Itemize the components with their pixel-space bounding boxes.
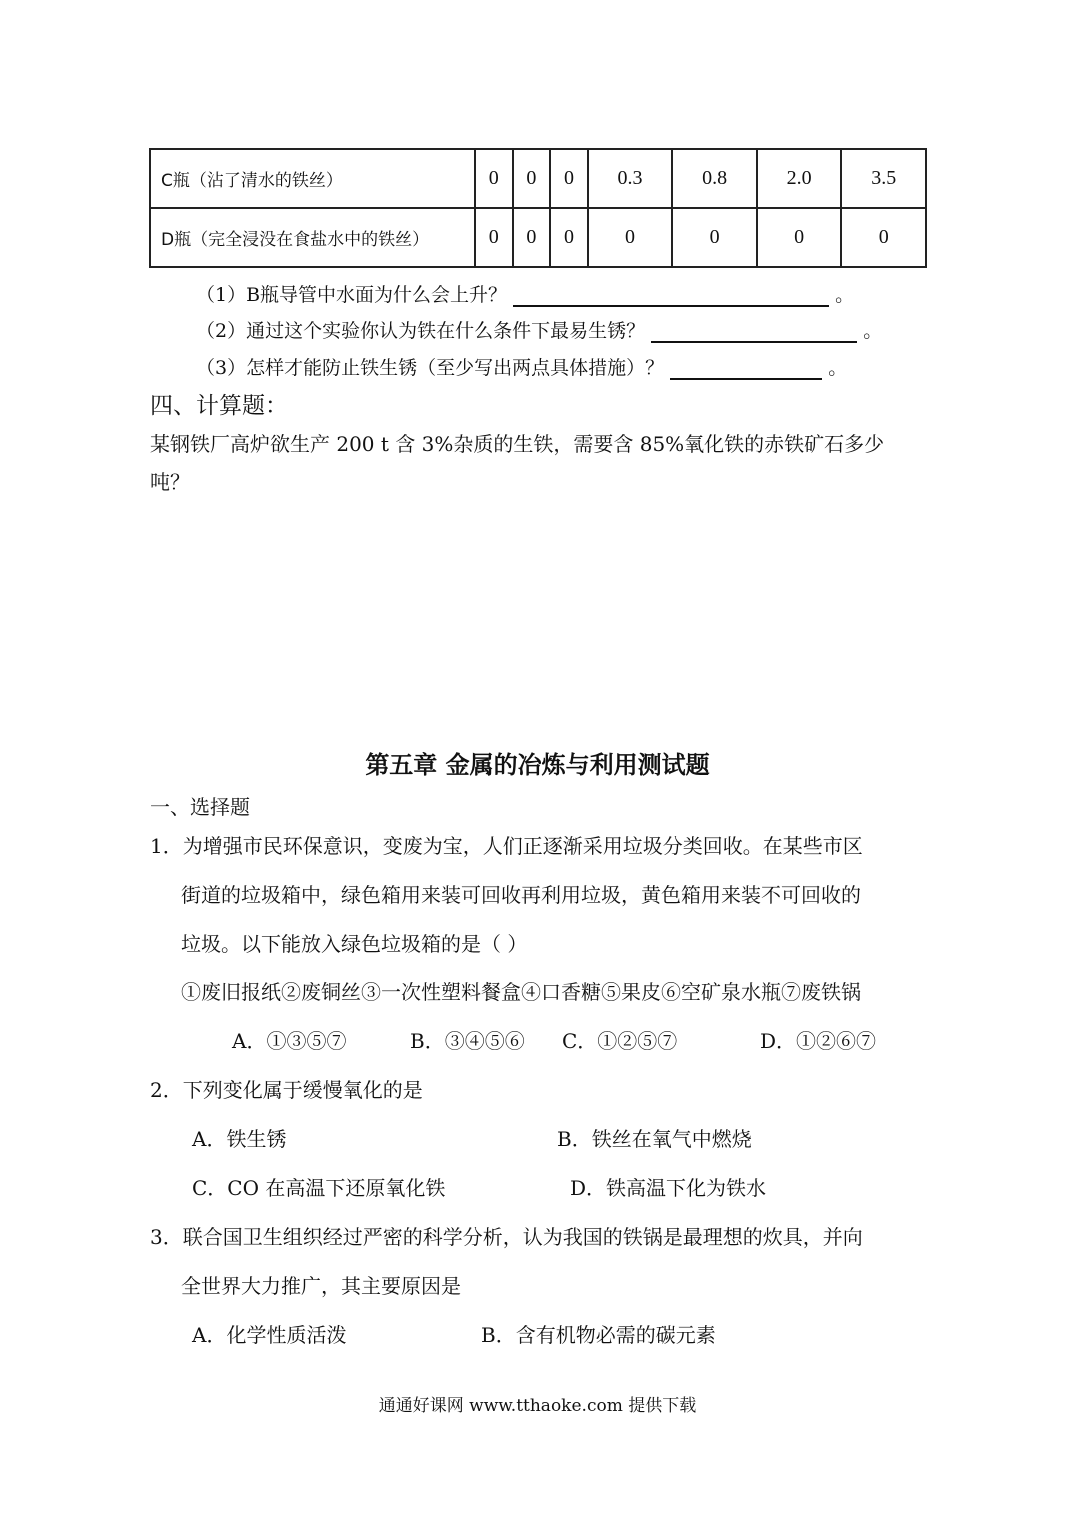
- choice-c[interactable]: C．①②⑤⑦: [562, 1029, 678, 1053]
- calc-problem-line: 吨？: [150, 470, 190, 494]
- choice-c[interactable]: C．CO 在高温下还原氧化铁: [192, 1176, 446, 1200]
- question-line: 垃圾。以下能放入绿色垃圾箱的是（ ）: [181, 932, 528, 956]
- table-cell: 0: [672, 208, 757, 267]
- table-cell: 0: [475, 208, 513, 267]
- table-cell: 2.0: [757, 149, 842, 208]
- choice-b[interactable]: B．含有机物必需的碳元素: [481, 1323, 716, 1347]
- choice-a[interactable]: A．铁生锈: [192, 1127, 287, 1151]
- choice-a[interactable]: A．化学性质活泼: [192, 1323, 347, 1347]
- section-heading: 四、计算题：: [150, 393, 288, 419]
- question-1: [196, 280, 854, 307]
- choice-d[interactable]: D．铁高温下化为铁水: [570, 1176, 767, 1200]
- table-cell: 0: [513, 149, 551, 208]
- question-2: [196, 316, 882, 343]
- answer-blank-1[interactable]: [513, 285, 829, 307]
- table-cell: 0: [757, 208, 842, 267]
- answer-blank-2[interactable]: [651, 321, 857, 343]
- table-cell: 0: [550, 208, 588, 267]
- table-cell: 0: [475, 149, 513, 208]
- table-cell: 0: [550, 149, 588, 208]
- question-line: 1．为增强市民环保意识，变废为宝，人们正逐渐采用垃圾分类回收。在某些市区: [150, 834, 863, 858]
- question-1-text: （1）B瓶导管中水面为什么会上升？: [196, 284, 508, 306]
- question-end-mark: 。: [828, 357, 848, 379]
- question-line: 3．联合国卫生组织经过严密的科学分析，认为我国的铁锅是最理想的炊具，并向: [150, 1225, 863, 1249]
- table-cell: 0: [588, 208, 673, 267]
- calc-problem-line: 某钢铁厂高炉欲生产 200 t 含 3%杂质的生铁，需要含 85%氧化铁的赤铁矿石多少: [150, 432, 885, 456]
- answer-blank-3[interactable]: [670, 358, 822, 380]
- table-cell: 0.8: [672, 149, 757, 208]
- part-heading: 一、选择题: [150, 795, 250, 819]
- table-cell: 0.3: [588, 149, 673, 208]
- choice-d[interactable]: D．①②⑥⑦: [760, 1029, 877, 1053]
- table-cell: 0: [841, 208, 926, 267]
- choice-b[interactable]: B．③④⑤⑥: [410, 1029, 525, 1053]
- question-end-mark: 。: [863, 320, 883, 342]
- rust-data-table: [149, 148, 927, 268]
- table-cell: 3.5: [841, 149, 926, 208]
- table-row: [150, 208, 926, 267]
- question-2-text: （2）通过这个实验你认为铁在什么条件下最易生锈？: [196, 320, 646, 342]
- question-line: 全世界大力推广，其主要原因是: [181, 1274, 461, 1298]
- question-3-text: （3）怎样才能防止铁生锈（至少写出两点具体措施）？: [196, 357, 665, 379]
- question-line: 2．下列变化属于缓慢氧化的是: [150, 1078, 423, 1102]
- table-row: [150, 149, 926, 208]
- question-3: [196, 353, 847, 380]
- row-label: C瓶（沾了清水的铁丝）: [150, 149, 475, 208]
- page-footer: 通通好课网 www.tthaoke.com 提供下载: [378, 1396, 697, 1416]
- choice-a[interactable]: A．①③⑤⑦: [232, 1029, 347, 1053]
- row-label: D瓶（完全浸没在食盐水中的铁丝）: [150, 208, 475, 267]
- question-line: 街道的垃圾箱中，绿色箱用来装可回收再利用垃圾，黄色箱用来装不可回收的: [181, 883, 861, 907]
- table-cell: 0: [513, 208, 551, 267]
- question-end-mark: 。: [835, 284, 855, 306]
- question-items: ①废旧报纸②废铜丝③一次性塑料餐盒④口香糖⑤果皮⑥空矿泉水瓶⑦废铁锅: [181, 980, 861, 1004]
- choice-b[interactable]: B．铁丝在氧气中燃烧: [557, 1127, 752, 1151]
- chapter-title: 第五章 金属的冶炼与利用测试题: [365, 750, 710, 779]
